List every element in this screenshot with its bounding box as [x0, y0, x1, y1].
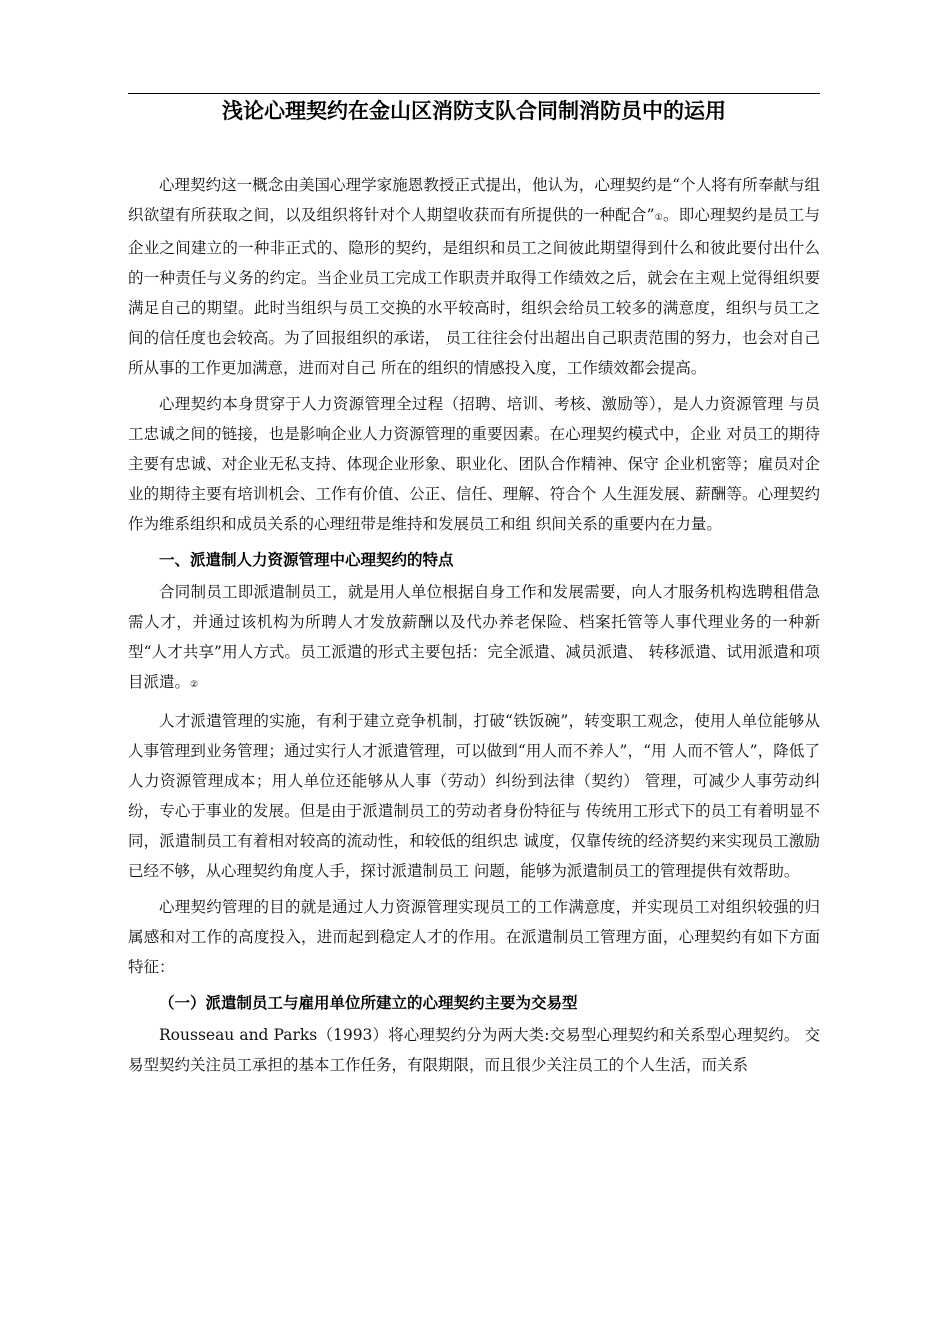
- footnote-marker[interactable]: ②: [190, 680, 199, 690]
- paragraph-1: 心理契约这一概念由美国心理学家施恩教授正式提出，他认为，心理契约是“个人将有所奉献与组织欲望有所获取之间，以及组织将针对个人期望收获而有所提供的一种配合”①。即心理契约是员工与企业之间建立的一种非正式的、隐形的契约，是组织和员工之间彼此期望得到什么和彼此要付出什么的一种责任与义务的约定。当企业员工完成工作职责并取得工作绩效之后，就会在主观上觉得组织要满足自己的期望。此时当组织与员工交换的水平较高时，组织会给员工较多的满意度，组织与员工之间的信任度也会较高。为了回报组织的承诺， 员工往往会付出超出自己职责范围的努力，也会对自己所从事的工作更加满意，进而对自己 所在的组织的情感投入度，工作绩效都会提高。: [128, 176, 820, 377]
- section-heading-2: （一）派遣制员工与雇用单位所建立的心理契约主要为交易型: [159, 994, 578, 1012]
- paragraph-5: 心理契约管理的目的就是通过人力资源管理实现员工的工作满意度，并实现员工对组织较强的归属感和对工作的高度投入，进而起到稳定人才的作用。在派遣制员工管理方面，心理契约有如下方面特征：: [128, 898, 820, 976]
- page-title: 浅论心理契约在金山区消防支队合同制消防员中的运用: [222, 99, 726, 123]
- section-heading-1: 一、派遣制人力资源管理中心理契约的特点: [159, 551, 454, 569]
- document-body: [128, 170, 820, 1086]
- paragraph-2: 心理契约本身贯穿于人力资源管理全过程（招聘、培训、考核、激励等），是人力资源管理 与员工忠诚之间的链接，也是影响企业人力资源管理的重要因素。在心理契约模式中，企业 对员工的期待主要有忠诚、对企业无私支持、体现企业形象、职业化、团队合作精神、保守 企业机密等；雇员对企业的期待主要有培训机会、工作有价值、公正、信任、理解、符合个 人生涯发展、薪酬等。心理契约作为维系组织和成员关系的心理纽带是维持和发展员工和组 织间关系的重要内在力量。: [128, 395, 820, 533]
- footnote-marker[interactable]: ①: [654, 213, 664, 223]
- paragraph-6: Rousseau and Parks（1993）将心理契约分为两大类:交易型心理契约和关系型心理契约。 交易型契约关注员工承担的基本工作任务，有限期限，而且很少关注员工的个人生活，而关系: [128, 1026, 820, 1074]
- header-rule: [128, 93, 820, 94]
- paragraph-3: 合同制员工即派遣制员工，就是用人单位根据自身工作和发展需要，向人才服务机构选聘租借急需人才，并通过该机构为所聘人才发放薪酬以及代办养老保险、档案托管等人事代理业务的一种新型“人才共享”用人方式。员工派遣的形式主要包括：完全派遣、减员派遣、 转移派遣、试用派遣和项目派遣。②: [128, 583, 820, 691]
- paragraph-4: 人才派遣管理的实施，有利于建立竞争机制，打破“铁饭碗”，转变职工观念，使用人单位能够从人事管理到业务管理；通过实行人才派遣管理，可以做到“用人而不养人”，“用 人而不管人”，降低了人力资源管理成本；用人单位还能够从人事（劳动）纠纷到法律（契约） 管理，可减少人事劳动纠纷，专心于事业的发展。但是由于派遣制员工的劳动者身份特征与 传统用工形式下的员工有着明显不同，派遣制员工有着相对较高的流动性，和较低的组织忠 诚度，仅靠传统的经济契约来实现员工激励已经不够，从心理契约角度人手，探讨派遣制员工 问题，能够为派遣制员工的管理提供有效帮助。: [128, 712, 820, 880]
